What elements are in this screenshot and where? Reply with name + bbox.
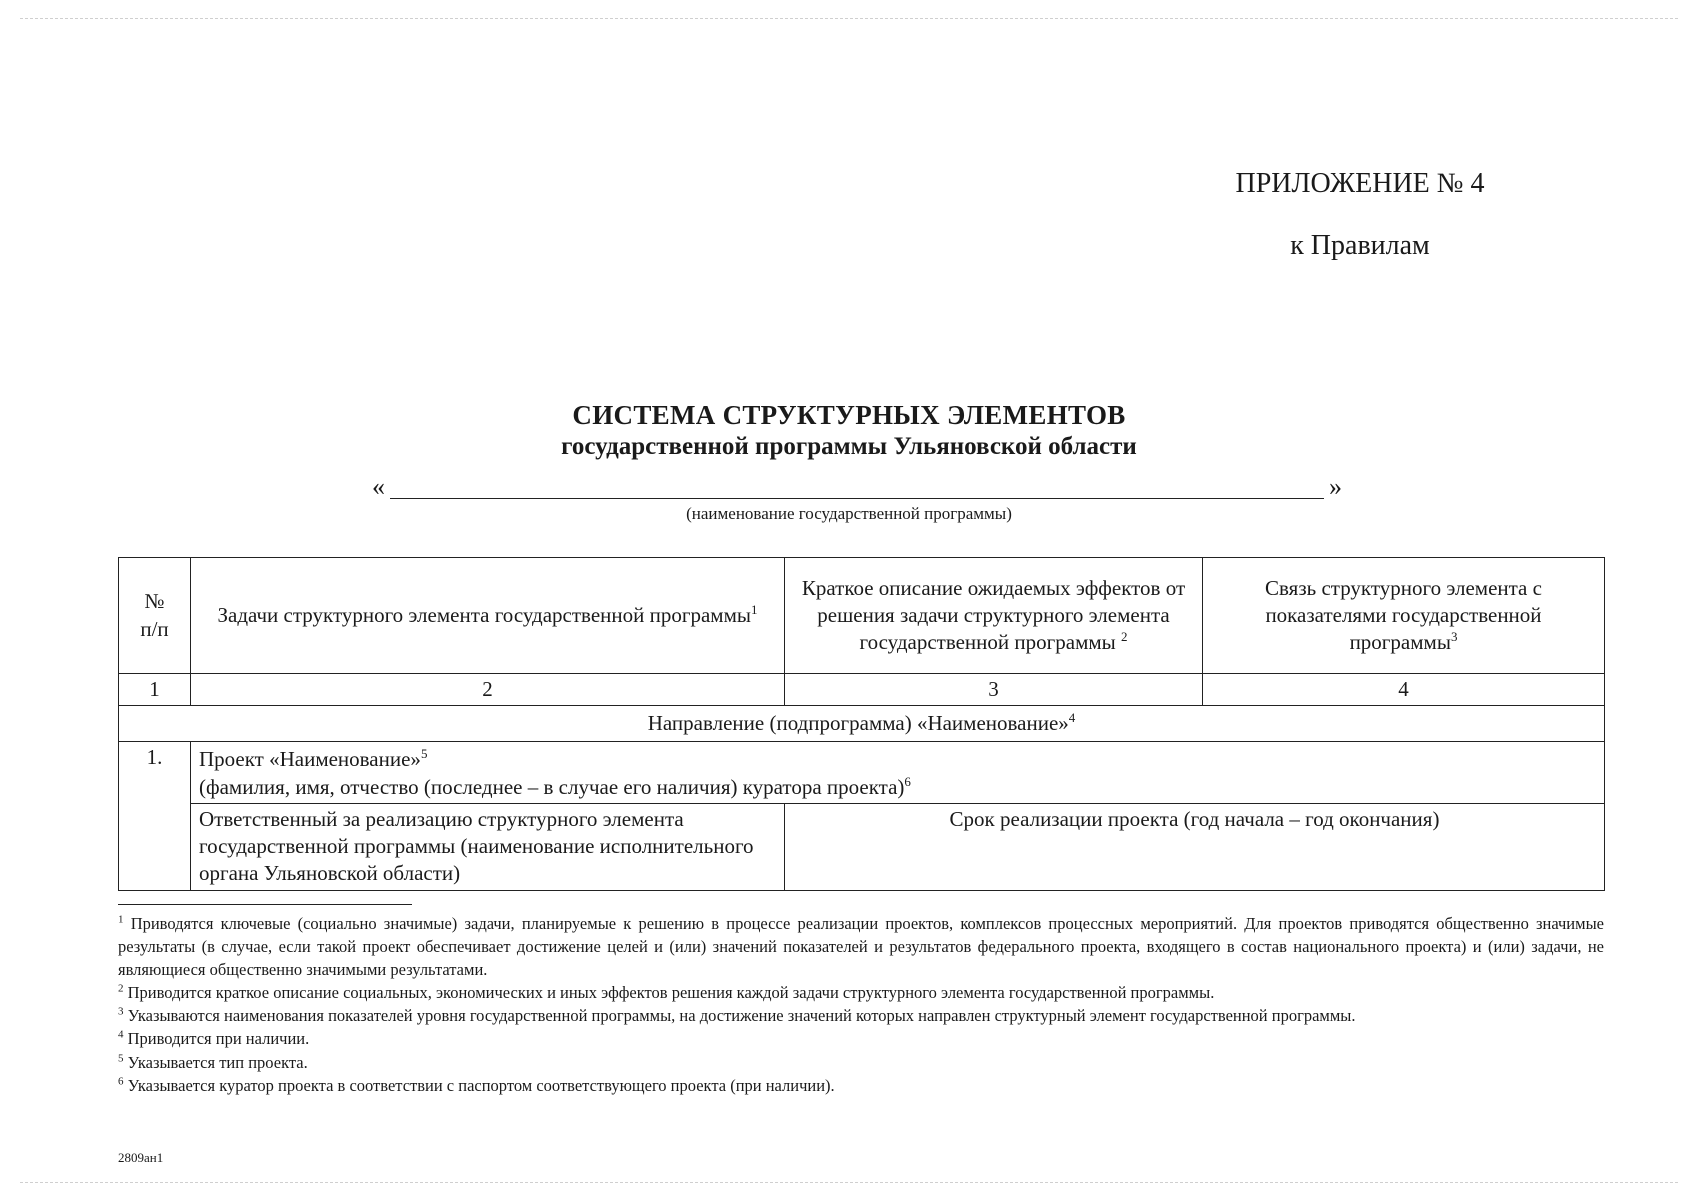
footnote-6: $^6$ Указывается куратор проекта в соответствии с паспортом соответствующего проекта (при наличии).: [118, 1075, 835, 1095]
title-line-1: СИСТЕМА СТРУКТУРНЫХ ЭЛЕМЕНТОВ: [572, 400, 1126, 430]
col-number-1: 1: [119, 674, 191, 706]
col-number-4: 4: [1203, 674, 1605, 706]
responsible-cell: Ответственный за реализацию структурного элемента государственной программы (наименование исполнительного органа Ульяновской области): [191, 803, 785, 890]
project-num: 1.: [119, 742, 191, 890]
project-cell: [191, 742, 1605, 804]
program-name-caption: (наименование государственной программы): [686, 504, 1012, 523]
program-name-rule: [390, 498, 1324, 499]
appendix-number: ПРИЛОЖЕНИЕ № 4: [1235, 168, 1485, 199]
appendix-reference: к Правилам: [1290, 230, 1430, 261]
col-number-3: 3: [785, 674, 1203, 706]
footnote-5: $^5$ Указывается тип проекта.: [118, 1052, 308, 1072]
column-numbers-row: [119, 674, 1605, 706]
header-row: [119, 558, 1605, 674]
footnote-4: $^4$ Приводится при наличии.: [118, 1028, 310, 1049]
header-num: № п/п: [119, 558, 191, 674]
document-title: [0, 400, 1698, 461]
direction-row: [119, 706, 1605, 742]
footnote-3: $^3$ Указываются наименования показателей уровня государственной программы, на достижение значений которых направлен структурный элемент государственной программы.: [118, 1005, 1356, 1026]
page-edge-bottom: [20, 1182, 1678, 1183]
footnotes: [118, 912, 1604, 1097]
responsible-row: [119, 803, 1605, 890]
project-row: [119, 742, 1605, 804]
quote-open: «: [372, 472, 385, 501]
project-name: Проект «Наименование»$^5$: [199, 746, 428, 772]
page-edge-top: [20, 18, 1678, 19]
term-cell: Срок реализации проекта (год начала – год окончания): [785, 803, 1605, 890]
project-curator: (фамилия, имя, отчество (последнее – в случае его наличия) куратора проекта)$^6$: [199, 773, 911, 799]
footnote-2: $^2$ Приводится краткое описание социальных, экономических и иных эффектов решения каждой задачи структурного элемента государственной программы.: [118, 982, 1215, 1003]
col-number-2: 2: [191, 674, 785, 706]
program-name-blank: [372, 470, 1342, 500]
direction-cell: Направление (подпрограмма) «Наименование»$^4$: [119, 706, 1605, 742]
header-tasks: Задачи структурного элемента государственной программы$^1$: [191, 558, 785, 674]
document-code: 2809ан1: [118, 1150, 164, 1165]
header-effects: Краткое описание ожидаемых эффектов от решения задачи структурного элемента государственной программы $^2$: [785, 558, 1203, 674]
quote-close: »: [1329, 472, 1342, 501]
structure-table: [118, 557, 1605, 891]
header-link: Связь структурного элемента с показателями государственной программы$^3$: [1203, 558, 1605, 674]
appendix-header: [1210, 168, 1510, 262]
footnote-separator: [118, 904, 412, 905]
footnote-1: $^1$ Приводятся ключевые (социально значимые) задачи, планируемые к решению в процессе реализации проектов, комплексов процессных мероприятий. Для проектов приводятся общественно значимые результаты (в случае, если такой проект обеспечивает достижение целей и (или) значений показателей и результатов федерального проекта, входящего в состав национального проекта) и (или) задачи, не являющиеся общественно значимыми результатами.: [118, 913, 1604, 980]
title-line-2: государственной программы Ульяновской области: [561, 433, 1137, 460]
